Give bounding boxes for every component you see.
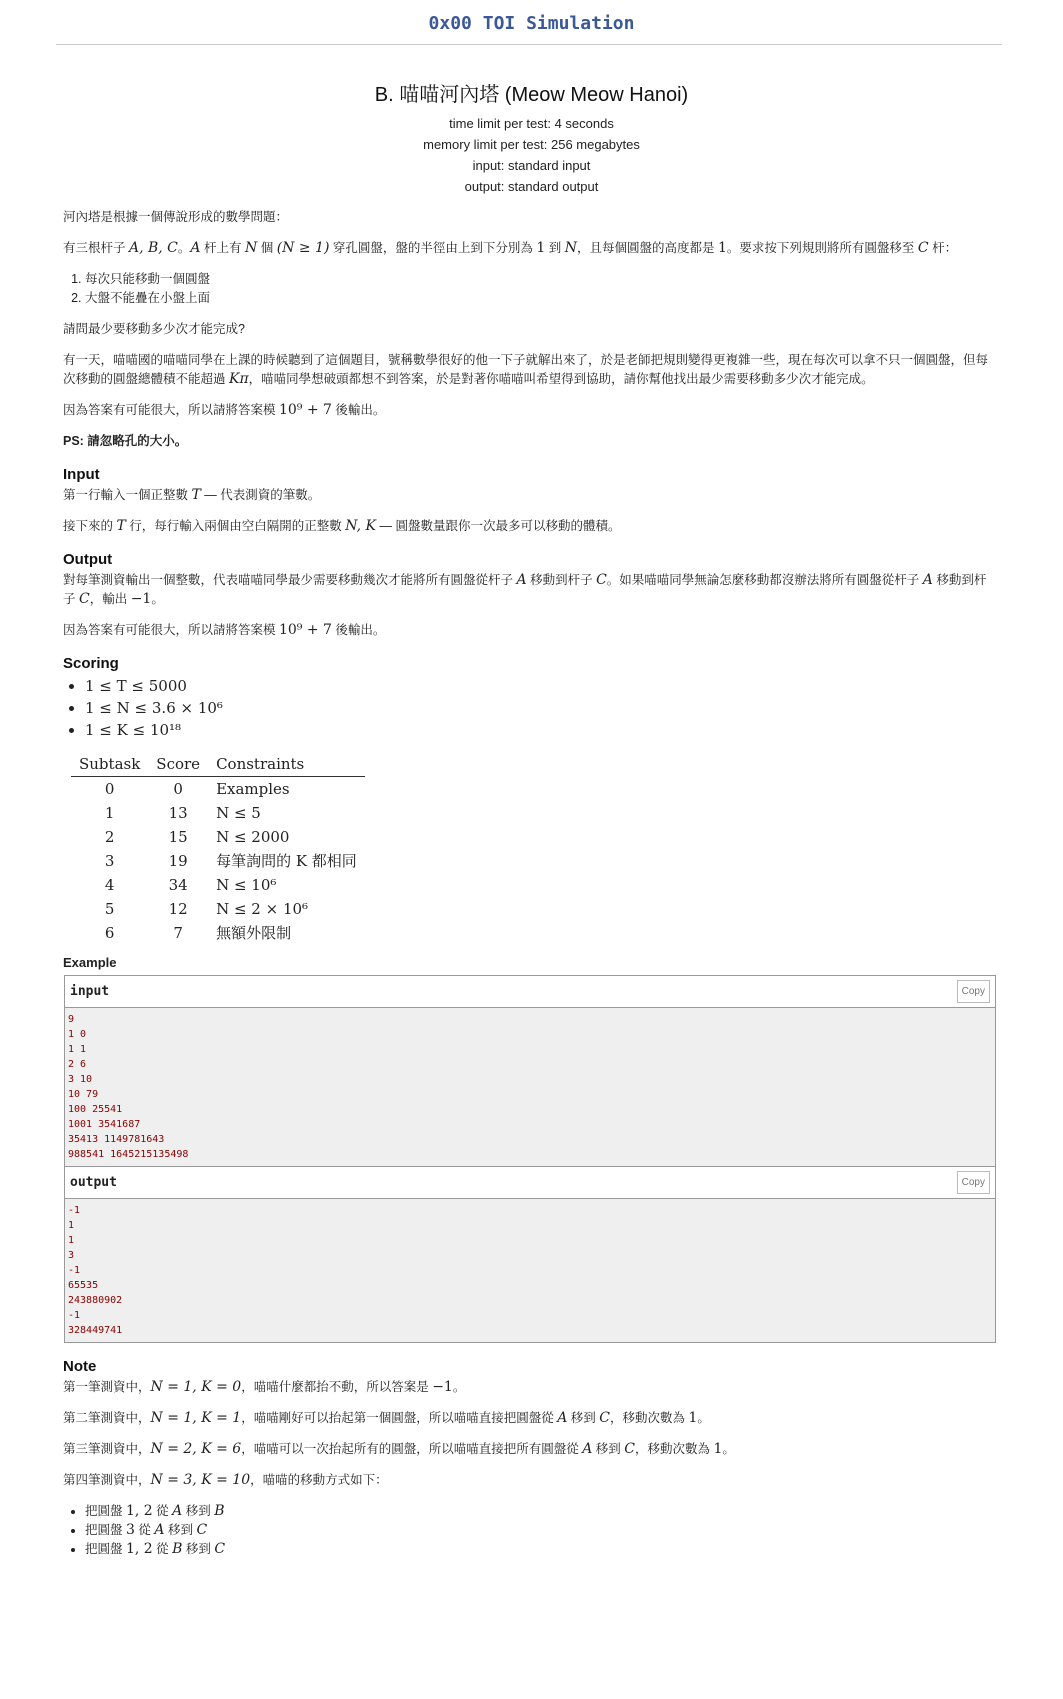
- table-cell: N ≤ 2 × 10⁶: [216, 900, 309, 918]
- input-spec: input: standard input: [472, 158, 591, 173]
- table-cell: 1: [104, 804, 115, 822]
- input-paragraph: 第一行輸入一個正整數 T — 代表測資的筆數。: [63, 487, 321, 503]
- moves-list: [63, 1502, 995, 1559]
- time-limit: time limit per test: 4 seconds: [449, 116, 614, 131]
- note-paragraph: 第四筆測資中，N = 3, K = 10，喵喵的移動方式如下：: [63, 1472, 388, 1488]
- rule-item: 1. 每次只能移動一個圓盤: [85, 270, 995, 289]
- table-cell: 7: [173, 924, 183, 942]
- statement-paragraph: 因為答案有可能很大，所以請將答案模 10⁹ + 7 後輸出。: [63, 402, 386, 418]
- table-header: Constraints: [208, 753, 365, 777]
- table-row: [71, 873, 365, 897]
- table-cell: N ≤ 2000: [216, 828, 290, 846]
- constraint-item: • 1 ≤ N ≤ 3.6 × 10⁶: [85, 697, 995, 719]
- copy-input-button[interactable]: Copy: [957, 980, 990, 1003]
- table-row: [71, 801, 365, 825]
- problem-statement: [63, 208, 995, 1571]
- ps-note: PS: 請忽略孔的大小。: [63, 434, 188, 448]
- table-cell: 34: [168, 876, 188, 894]
- table-cell: 每筆詢問的 K 都相同: [216, 852, 357, 870]
- move-item: • 把圓盤 1, 2 從 B 移到 C: [85, 1540, 995, 1559]
- table-cell: 19: [168, 852, 188, 870]
- statement-paragraph: 河內塔是根據一個傳說形成的數學問題：: [63, 210, 289, 224]
- problem-header: [0, 78, 1063, 197]
- table-cell: 12: [168, 900, 188, 918]
- table-cell: 3: [104, 852, 115, 870]
- input-section-title: Input: [63, 466, 100, 483]
- sample-output-header: [65, 1166, 995, 1199]
- sample-input-header: [65, 976, 995, 1008]
- copy-output-button[interactable]: Copy: [957, 1171, 990, 1194]
- table-cell: 0: [104, 780, 115, 798]
- statement-paragraph: 有三根杆子 A, B, C。A 杆上有 N 個 (N ≥ 1) 穿孔圓盤，盤的半徑由上到下分別為 1 到 N，且每個圓盤的高度都是 1。要求按下列規則將所有圓盤移至 C 杆：: [63, 240, 958, 256]
- move-item: • 把圓盤 1, 2 從 A 移到 B: [85, 1502, 995, 1521]
- table-cell: 2: [104, 828, 115, 846]
- note-paragraph: 第二筆測資中，N = 1, K = 1，喵喵剛好可以抬起第一個圓盤，所以喵喵直接把圓盤從 A 移到 C，移動次數為 1。: [63, 1410, 710, 1426]
- table-cell: 15: [168, 828, 188, 846]
- note-paragraph: 第一筆測資中，N = 1, K = 0，喵喵什麼都抬不動，所以答案是 −1。: [63, 1379, 466, 1395]
- table-row: [71, 897, 365, 921]
- table-cell: Examples: [216, 780, 290, 798]
- table-row: [71, 825, 365, 849]
- table-header: Subtask: [71, 753, 148, 777]
- output-paragraph: 對每筆測資輸出一個整數，代表喵喵同學最少需要移動幾次才能將所有圓盤從杆子 A 移動到杆子 C。如果喵喵同學無論怎麼移動都沒辦法將所有圓盤從杆子 A 移動到杆子 C，輸出 −1。: [63, 572, 987, 607]
- sample-input-text[interactable]: 9 1 0 1 1 2 6 3 10 10 79 100 25541 1001 3541687 35413 1149781643 988541 1645215135498: [65, 1008, 995, 1166]
- table-cell: 4: [104, 876, 115, 894]
- table-cell: N ≤ 5: [216, 804, 261, 822]
- header-divider: [56, 44, 1002, 45]
- table-row: [71, 777, 365, 802]
- sample-output-label: output: [70, 1175, 117, 1190]
- scoring-section-title: Scoring: [63, 655, 119, 672]
- statement-paragraph: 有一天，喵喵國的喵喵同學在上課的時候聽到了這個題目，號稱數學很好的他一下子就解出來了，於是老師把規則變得更複雜一些，現在每次可以拿不只一個圓盤，但每次移動的圓盤總體積不能超過 Kπ，喵喵同學想破頭都想不到答案，於是對著你喵喵叫希望得到協助，請你幫他找出最少需要移動多少次才能完成。: [63, 353, 989, 387]
- note-section-title: Note: [63, 1358, 97, 1375]
- table-cell: 13: [168, 804, 188, 822]
- table-row: [71, 849, 365, 873]
- contest-title[interactable]: 0x00 TOI Simulation: [428, 13, 635, 34]
- note-paragraph: 第三筆測資中，N = 2, K = 6，喵喵可以一次抬起所有的圓盤，所以喵喵直接把所有圓盤從 A 移到 C，移動次數為 1。: [63, 1441, 735, 1457]
- constraint-item: • 1 ≤ T ≤ 5000: [85, 675, 995, 697]
- move-item: • 把圓盤 3 從 A 移到 C: [85, 1521, 995, 1540]
- table-header: Score: [148, 753, 208, 777]
- memory-limit: memory limit per test: 256 megabytes: [423, 137, 640, 152]
- statement-paragraph: 請問最少要移動多少次才能完成?: [63, 322, 245, 336]
- rule-item: 2. 大盤不能疊在小盤上面: [85, 289, 995, 308]
- input-paragraph: 接下來的 T 行，每行輸入兩個由空白隔開的正整數 N, K — 圓盤數量跟你一次最多可以移動的體積。: [63, 518, 621, 534]
- output-section-title: Output: [63, 551, 113, 568]
- sample-test: [64, 975, 996, 1343]
- rules-list: [63, 270, 995, 308]
- table-cell: 5: [104, 900, 115, 918]
- subtask-table: [71, 753, 365, 945]
- sample-output-text[interactable]: -1 1 1 3 -1 65535 243880902 -1 328449741: [65, 1199, 995, 1342]
- scoring-constraints: [63, 675, 995, 741]
- table-cell: 無額外限制: [216, 924, 292, 942]
- problem-title: B. 喵喵河內塔 (Meow Meow Hanoi): [374, 84, 689, 106]
- table-cell: N ≤ 10⁶: [216, 876, 277, 894]
- constraint-item: • 1 ≤ K ≤ 10¹⁸: [85, 719, 995, 741]
- table-row: [71, 921, 365, 945]
- output-spec: output: standard output: [464, 179, 599, 194]
- table-cell: 0: [173, 780, 183, 798]
- table-cell: 6: [104, 924, 115, 942]
- output-paragraph: 因為答案有可能很大，所以請將答案模 10⁹ + 7 後輸出。: [63, 622, 386, 638]
- sample-input-label: input: [70, 984, 110, 999]
- example-title: Example: [63, 955, 117, 970]
